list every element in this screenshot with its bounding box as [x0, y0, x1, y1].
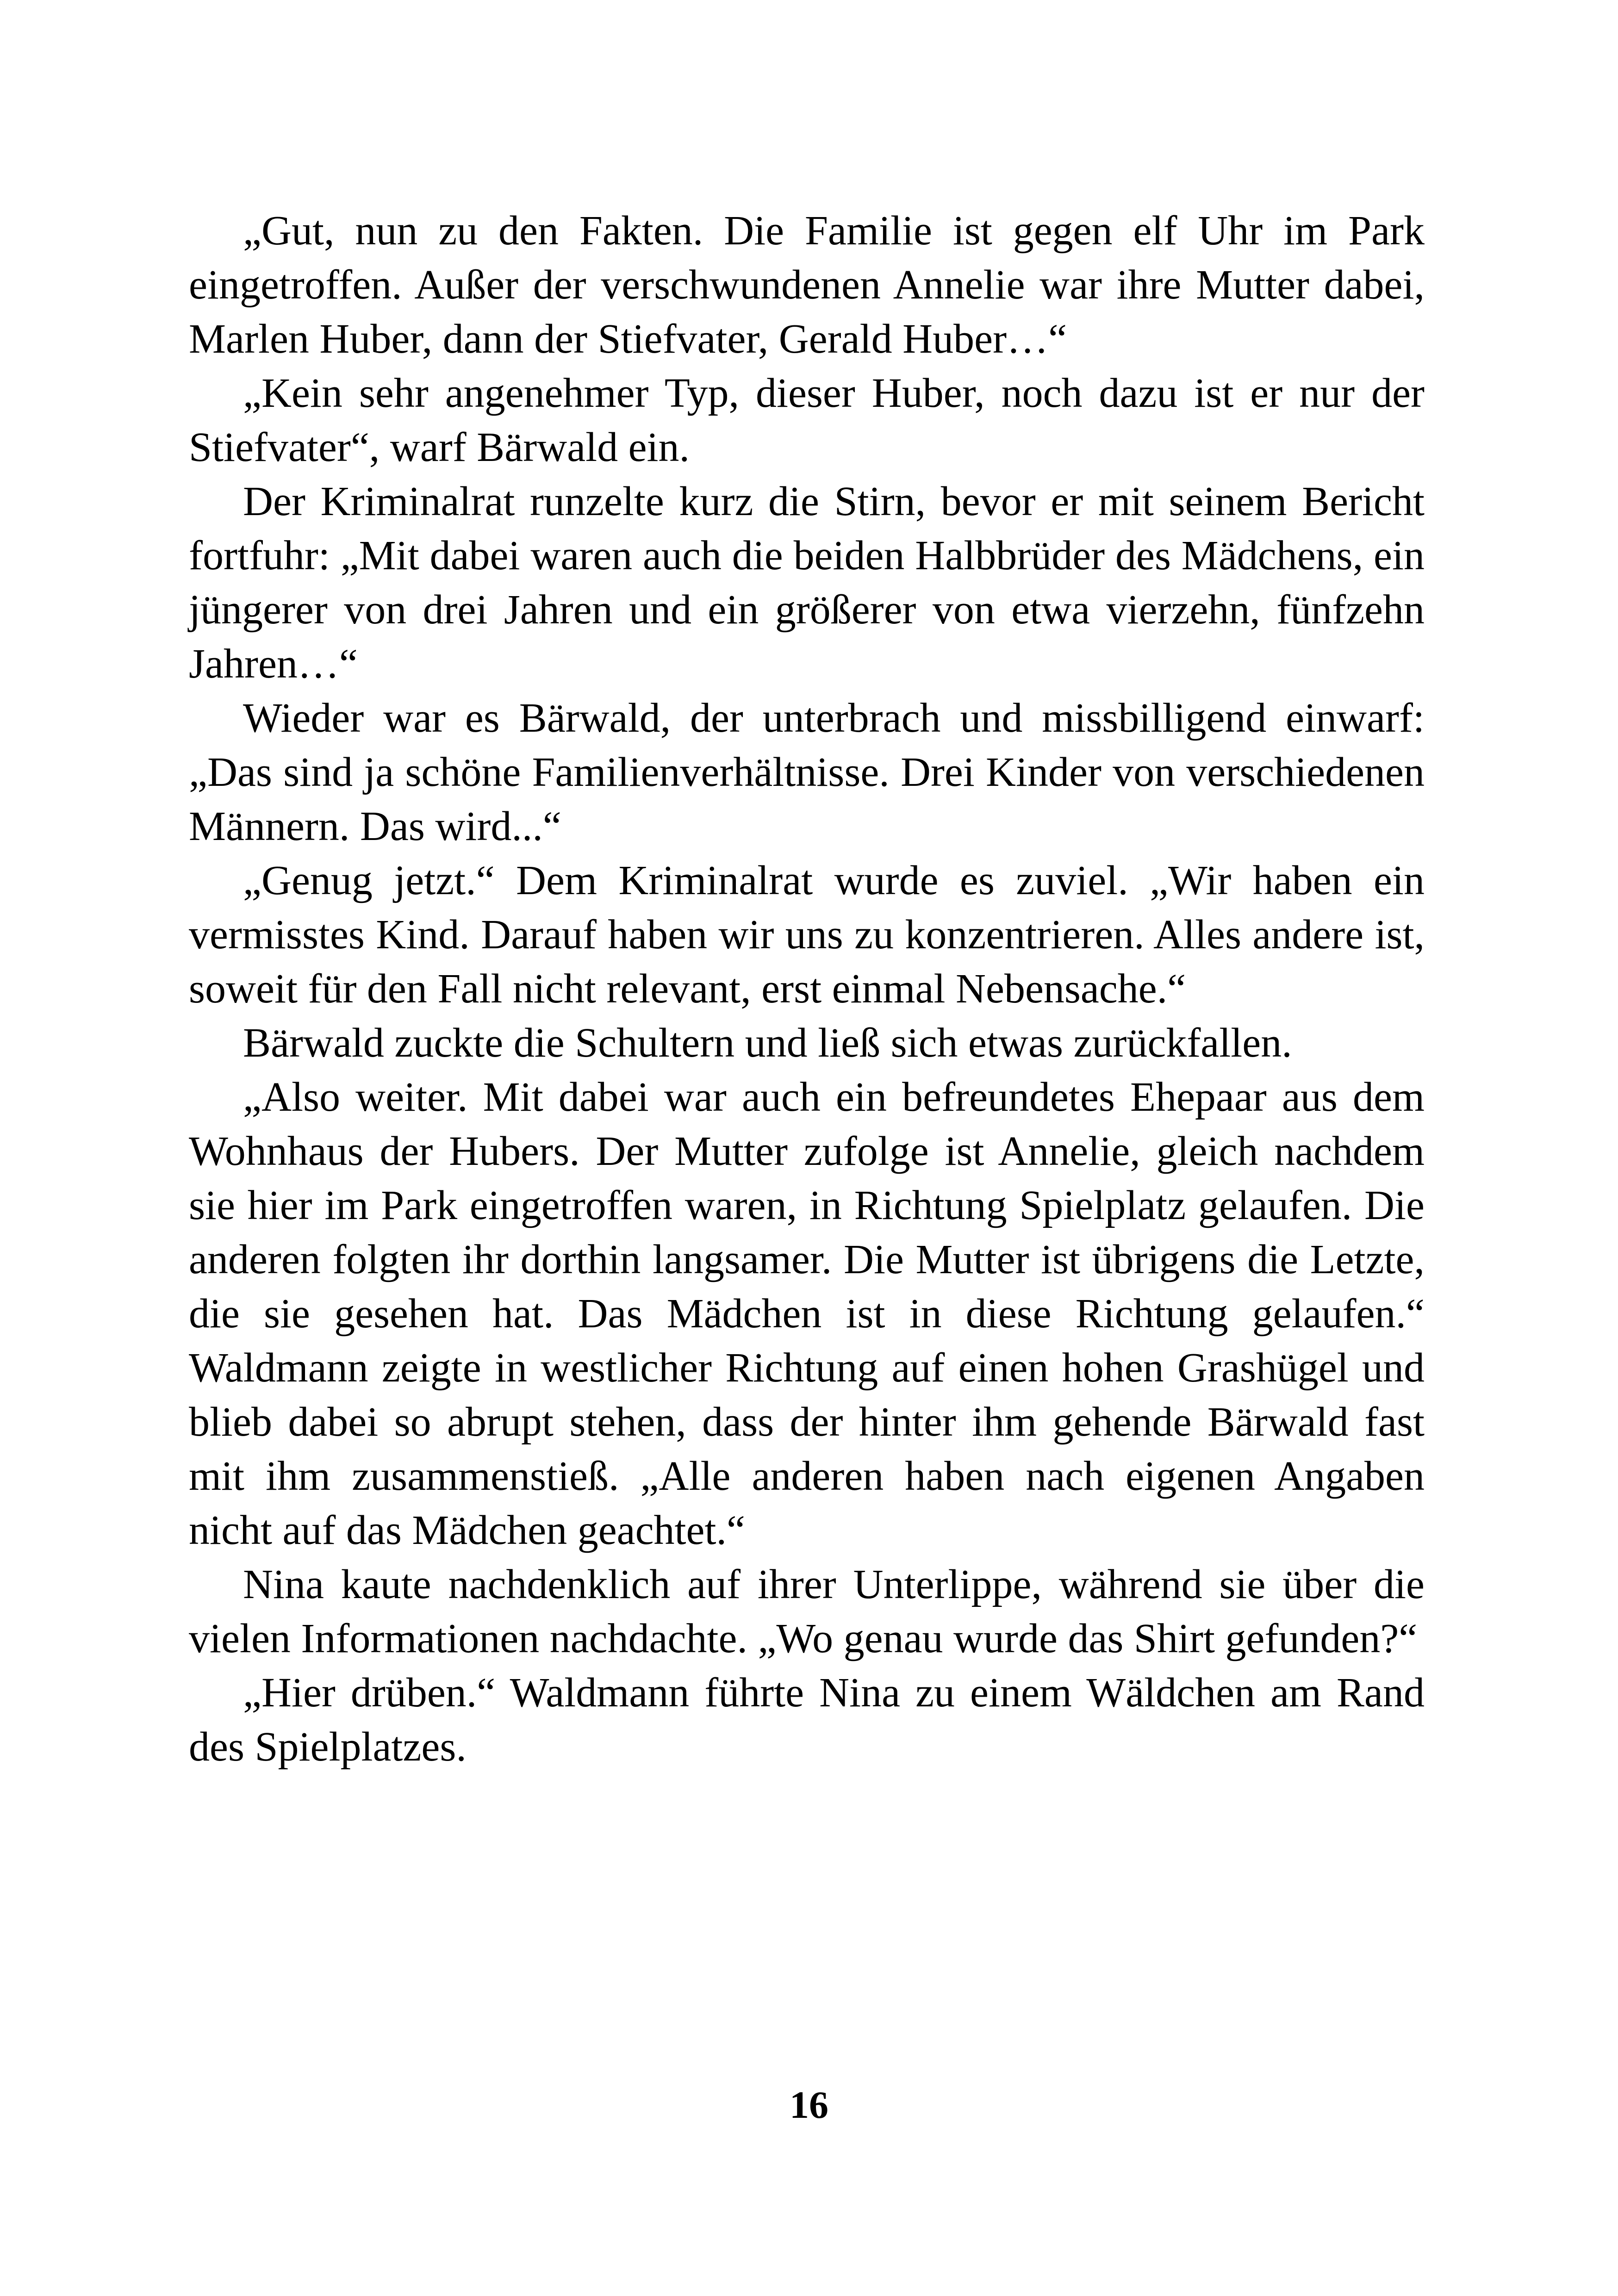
paragraph-1: „Gut, nun zu den Fakten. Die Familie ist gegen elf Uhr im Park eingetroffen. Außer der verschwundenen Annelie war ihre Mutter dabei, Marlen Huber, dann der Stiefvater, Gerald Huber…“ [189, 208, 1425, 362]
paragraph-7: „Also weiter. Mit dabei war auch ein befreundetes Ehepaar aus dem Wohnhaus der Hubers. Der Mutter zufolge ist Annelie, gleich nachdem sie hier im Park eingetroffen waren, in Richtung Spielplatz gelaufen. Die anderen folgten ihr dorthin langsamer. Die Mutter ist übrigens die Letzte, die sie gesehen hat. Das Mädchen ist in diese Richtung gelaufen.“ Waldmann zeigte in westlicher Richtung auf einen hohen Grashügel und blieb dabei so abrupt stehen, dass der hinter ihm gehende Bärwald fast mit ihm zusammenstieß. „Alle anderen haben nach eigenen Angaben nicht auf das Mädchen geachtet.“ [189, 1074, 1425, 1553]
body-text [189, 204, 1425, 1774]
paragraph-2: „Kein sehr angenehmer Typ, dieser Huber, noch dazu ist er nur der Stiefvater“, warf Bärwald ein. [189, 370, 1425, 470]
paragraph-5: „Genug jetzt.“ Dem Kriminalrat wurde es zuviel. „Wir haben ein vermisstes Kind. Darauf haben wir uns zu konzentrieren. Alles andere ist, soweit für den Fall nicht relevant, erst einmal Nebensache.“ [189, 858, 1425, 1012]
page-number: 16 [790, 2084, 828, 2127]
paragraph-9: „Hier drüben.“ Waldmann führte Nina zu einem Wäldchen am Rand des Spielplatzes. [189, 1670, 1425, 1770]
paragraph-8: Nina kaute nachdenklich auf ihrer Unterlippe, während sie über die vielen Informationen nachdachte. „Wo genau wurde das Shirt gefunden?“ [189, 1562, 1425, 1661]
paragraph-3: Der Kriminalrat runzelte kurz die Stirn, bevor er mit seinem Bericht fortfuhr: „Mit dabei waren auch die beiden Halbbrüder des Mädchens, ein jüngerer von drei Jahren und ein größerer von etwa vierzehn, fünfzehn Jahren…“ [189, 479, 1425, 687]
paragraph-6: Bärwald zuckte die Schultern und ließ sich etwas zurückfallen. [243, 1020, 1292, 1066]
paragraph-4: Wieder war es Bärwald, der unterbrach und missbilligend einwarf: „Das sind ja schöne Familienverhältnisse. Drei Kinder von verschiedenen Männern. Das wird...“ [189, 695, 1425, 849]
